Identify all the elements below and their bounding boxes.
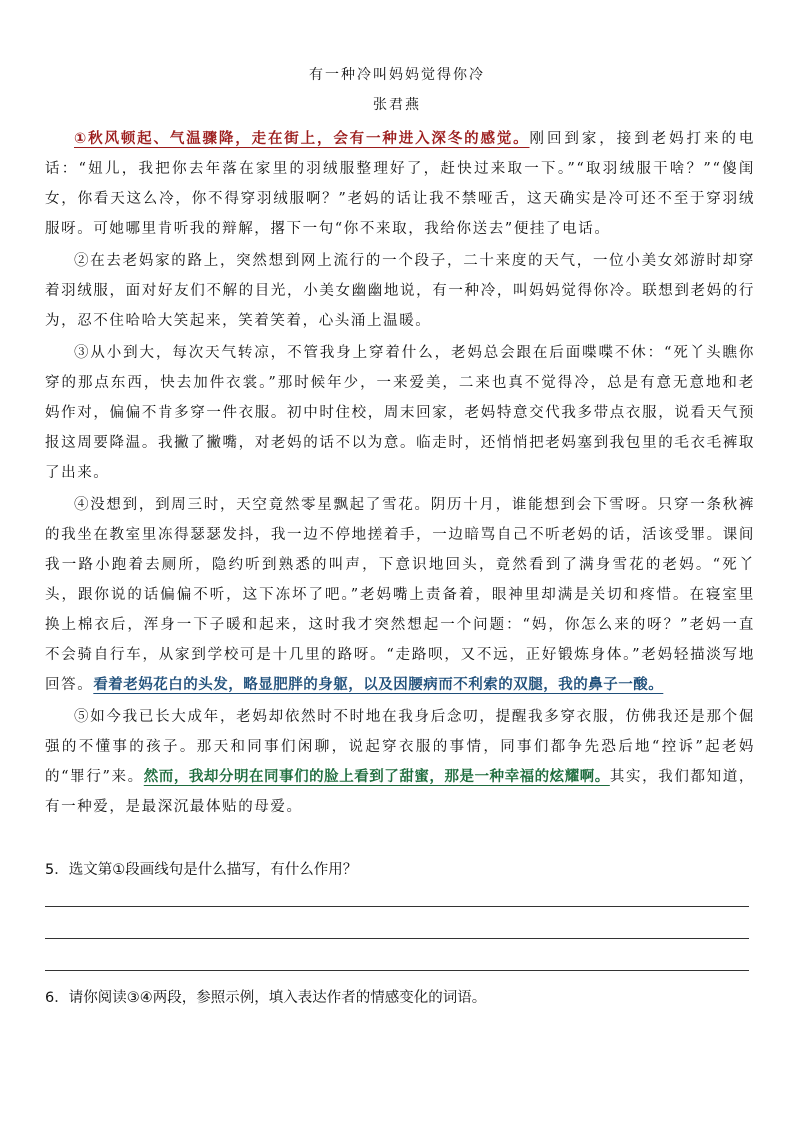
underlined-sentence-4: 看着老妈花白的头发，略显肥胖的身躯，以及因腰病而不利索的双腿，我的鼻子一酸。	[93, 677, 664, 693]
paragraph-2-text: ②在去老妈家的路上，突然想到网上流行的一个段子，二十来度的天气，一位小美女郊游时却穿着羽绒服，面对好友们不解的目光，小美女幽幽地说，有一种冷，叫妈妈觉得你冷。联想到老妈的行为，忍不住哈哈大笑起来，笑着笑着，心头涌上温暖。	[45, 253, 755, 329]
answer-line-3[interactable]	[45, 970, 749, 971]
paragraph-4	[45, 490, 755, 700]
paragraph-3-text: ③从小到大，每次天气转凉，不管我身上穿着什么，老妈总会跟在后面喋喋不休：“死丫头瞧你穿的那点东西，快去加件衣裳。”那时候年少，一来爱美，二来也真不觉得冷，总是有意无意地和老妈作对，偏偏不肯多穿一件衣服。初中时住校，周末回家，老妈特意交代我多带点衣服，说看天气预报这周要降温。我撇了撇嘴，对老妈的话不以为意。临走时，还悄悄把老妈塞到我包里的毛衣毛裤取了出来。	[45, 345, 755, 481]
answer-line-2[interactable]	[45, 938, 749, 939]
article-body	[45, 124, 755, 824]
paragraph-5-tail: 其实，我们都知道，有一种爱，是最深沉最体贴的母爱。	[45, 769, 755, 815]
question-5: 5．选文第①段画线句是什么描写，有什么作用？	[45, 862, 358, 878]
answer-line-1[interactable]	[45, 906, 749, 907]
underlined-sentence-5: 然而，我却分明在同事们的脸上看到了甜蜜，那是一种幸福的炫耀啊。	[143, 769, 610, 785]
paragraph-4-text: ④没想到，到周三时，天空竟然零星飘起了雪花。阴历十月，谁能想到会下雪呀。只穿一条秋裤的我坐在教室里冻得瑟瑟发抖，我一边不停地搓着手，一边暗骂自己不听老妈的话，活该受罪。课间我一路小跑着去厕所，隐约听到熟悉的叫声，下意识地回头，竟然看到了满身雪花的老妈。“死丫头，跟你说的话偏偏不听，这下冻坏了吧。”老妈嘴上责备着，眼神里却满是关切和疼惜。在寝室里换上棉衣后，浑身一下子暖和起来，这时我才突然想起一个问题：“妈，你怎么来的呀？”老妈一直不会骑自行车，从家到学校可是十几里的路呀。“走路呗，又不远，正好锻炼身体。”老妈轻描淡写地回答。	[45, 497, 755, 693]
paragraph-5-text: ⑤如今我已长大成年，老妈却依然时不时地在我身后念叨，提醒我多穿衣服，仿佛我还是那个倔强的不懂事的孩子。那天和同事们闲聊，说起穿衣服的事情，同事们都争先恐后地“控诉”起老妈的“罪行”来。	[45, 709, 755, 785]
paragraph-5	[45, 702, 755, 822]
paragraph-1-text: 刚回到家，接到老妈打来的电话：“妞儿，我把你去年落在家里的羽绒服整理好了，赶快过来取一下。”“取羽绒服干啥？”“傻闺女，你看天这么冷，你不得穿羽绒服啊？”老妈的话让我不禁哑舌，这天确实是冷可还不至于穿羽绒服呀。可她哪里肯听我的辩解，撂下一句“你不来取，我给你送去”便挂了电话。	[45, 131, 755, 237]
paragraph-2	[45, 246, 755, 336]
article-author: 张君燕	[373, 97, 421, 113]
paragraph-1	[45, 124, 755, 244]
underlined-sentence-1: ①秋风顿起、气温骤降，走在街上，会有一种进入深冬的感觉。	[74, 131, 530, 147]
question-6: 6．请你阅读③④两段，参照示例，填入表达作者的情感变化的词语。	[45, 990, 487, 1006]
article-title: 有一种冷叫妈妈觉得你冷	[309, 67, 485, 83]
paragraph-3	[45, 338, 755, 488]
